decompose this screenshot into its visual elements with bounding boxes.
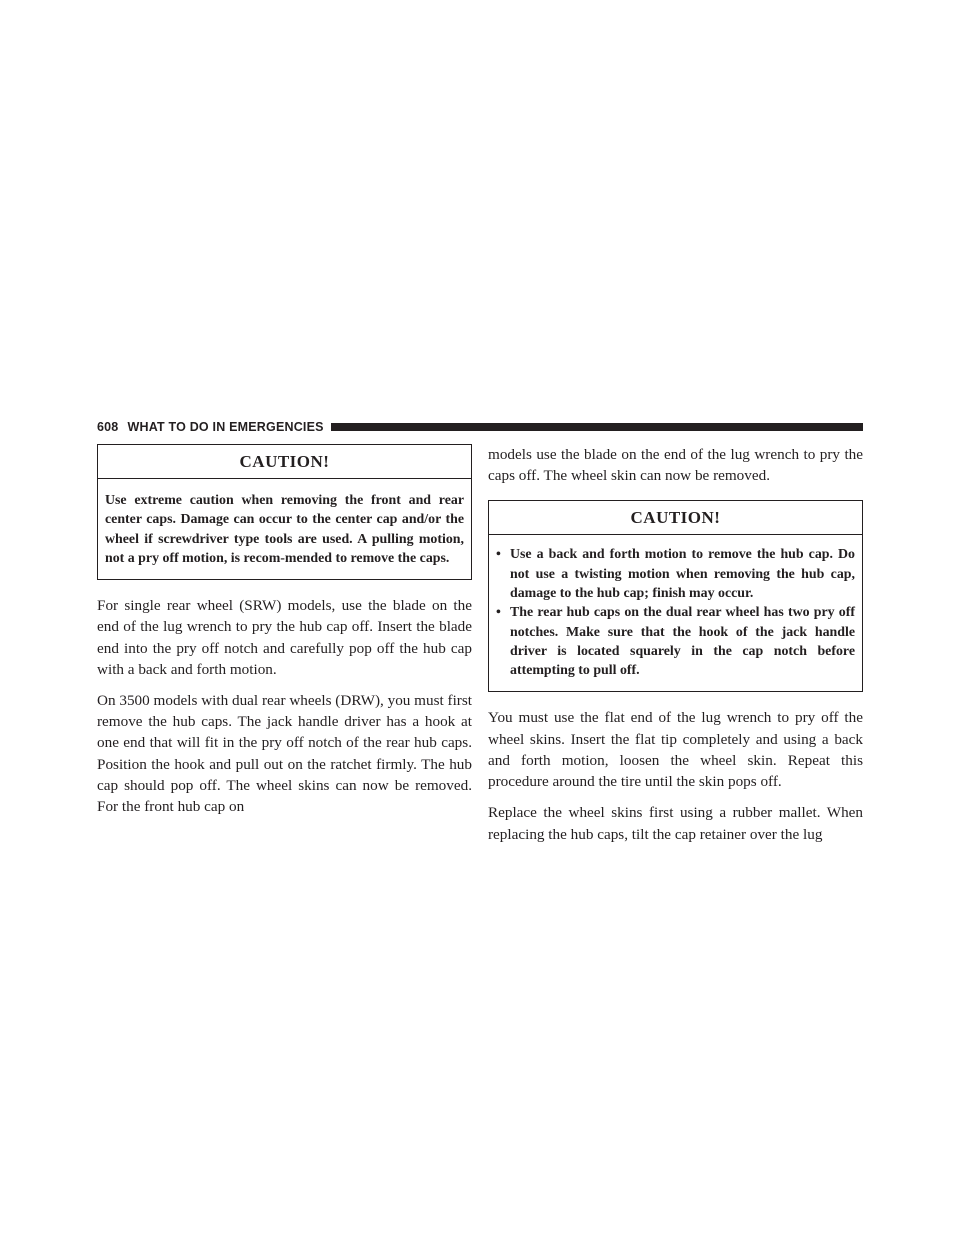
page-header (97, 418, 863, 436)
header-rule (331, 423, 863, 431)
caution-title: CAUTION! (98, 445, 471, 479)
paragraph-drw: On 3500 models with dual rear wheels (DRW), you must first remove the hub caps. The jack handle driver has a hook at one end that will fit in the pry off notch of the rear hub caps. Position the hook and pull out on the ratchet firmly. The hub cap should pop off. The wheel skins can now be removed. For the front hub cap on (97, 692, 472, 816)
page-number: 608 (97, 420, 119, 434)
caution-text: Use extreme caution when removing the front and rear center caps. Damage can occur to the center cap and/or the wheel if screwdriver type tools are used. A pulling motion, not a pry off motion, is recom-mended to remove the caps. (105, 493, 464, 566)
paragraph-wheel-skins: You must use the flat end of the lug wrench to pry off the wheel skins. Insert the flat tip completely and using a back and forth motion, loosen the wheel skin. Repeat this procedure around the tire until the skin pops off. (488, 709, 863, 791)
caution-bullet: • Use a back and forth motion to remove the hub cap. Do not use a twisting motion when removing the hub cap, damage to the hub cap; finish may occur. (496, 545, 855, 603)
paragraph-srw: For single rear wheel (SRW) models, use the blade on the end of the lug wrench to pry the hub cap off. Insert the blade end into the pry off notch and carefully pop off the hub cap with a back and forth motion. (97, 597, 472, 678)
caution-body (98, 479, 471, 579)
caution-bullet-list (496, 545, 855, 680)
left-column (97, 444, 472, 827)
caution-body (489, 535, 862, 691)
right-column (488, 444, 863, 855)
caution-title: CAUTION! (489, 501, 862, 535)
paragraph-continued: models use the blade on the end of the lug wrench to pry the caps off. The wheel skin can now be removed. (488, 446, 863, 485)
caution-bullet: • The rear hub caps on the dual rear wheel has two pry off notches. Make sure that the hook of the jack handle driver is located squarely in the cap notch before attempting to pull off. (496, 603, 855, 680)
caution-box-hub-cap (488, 500, 863, 692)
paragraph-replace: Replace the wheel skins first using a rubber mallet. When replacing the hub caps, tilt the cap retainer over the lug (488, 804, 863, 843)
section-title: WHAT TO DO IN EMERGENCIES (127, 420, 324, 434)
caution-box-caps (97, 444, 472, 580)
